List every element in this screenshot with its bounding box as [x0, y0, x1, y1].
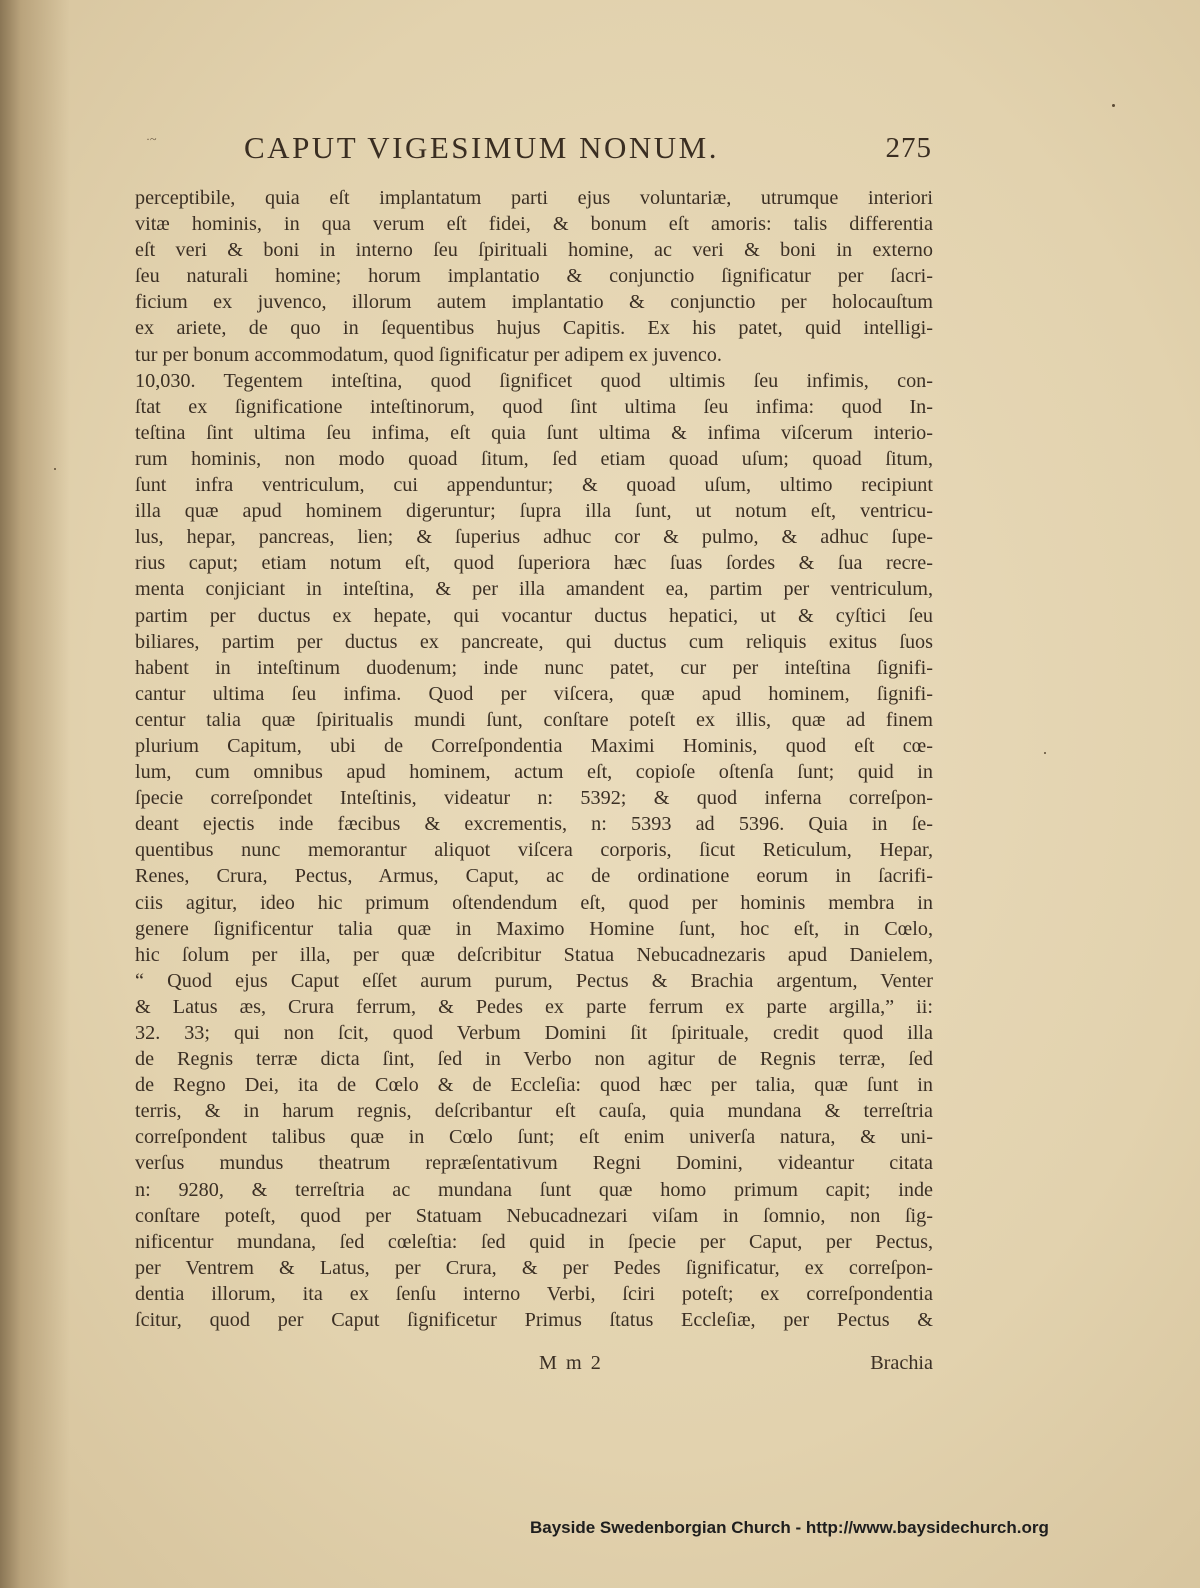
text-line: menta conjiciant in inteſtina, & per illa amandent ea, partim per ventriculum,: [135, 578, 933, 601]
running-header: [138, 126, 938, 176]
paper-speck: [1044, 752, 1046, 754]
paper-speck: [54, 468, 56, 470]
text-line: vitæ hominis, in qua verum eſt fidei, & bonum eſt amoris: talis differentia: [135, 213, 933, 236]
page-footer: [135, 1352, 933, 1380]
text-line: 32. 33; qui non ſcit, quod Verbum Domini ſit ſpirituale, credit quod illa: [135, 1022, 933, 1044]
text-line: nificentur mundana, ſed cœleſtia: ſed quid in ſpecie per Caput, per Pectus,: [135, 1230, 933, 1253]
text-line: rum hominis, non modo quoad ſitum, ſed etiam quoad uſum; quoad ſitum,: [135, 447, 933, 470]
text-line: Renes, Crura, Pectus, Armus, Caput, ac de ordinatione eorum in ſacrifi-: [135, 865, 933, 888]
text-line: partim per ductus ex hepate, qui vocantur ductus hepatici, ut & cyſtici ſeu: [135, 604, 933, 627]
text-line: de Regno Dei, ita de Cœlo & de Eccleſia: quod hæc per talia, quæ ſunt in: [135, 1074, 933, 1097]
text-line: deant ejectis inde fæcibus & excrementis, n: 5393 ad 5396. Quia in ſe-: [135, 813, 933, 836]
page-number: 275: [885, 132, 932, 164]
text-line: ciis agitur, ideo hic primum oſtendendum eſt, quod per hominis membra in: [135, 891, 933, 914]
text-line: terris, & in harum regnis, deſcribantur eſt cauſa, quia mundana & terreſtria: [135, 1100, 933, 1123]
text-line: lus, hepar, pancreas, lien; & ſuperius adhuc cor & pulmo, & adhuc ſupe-: [135, 526, 933, 549]
text-line: ſunt infra ventriculum, cui appenduntur; & quoad uſum, ultimo recipiunt: [135, 474, 933, 497]
text-line: eſt veri & boni in interno ſeu ſpirituali homine, ac veri & boni in externo: [135, 239, 933, 262]
text-line: ficium ex juvenco, illorum autem implantatio & conjunctio per holocauſtum: [135, 291, 933, 314]
text-line: de Regnis terræ dicta ſint, ſed in Verbo non agitur de Regnis terræ, ſed: [135, 1048, 933, 1071]
text-line: habent in inteſtinum duodenum; inde nunc patet, cur per inteſtina ſignifi-: [135, 656, 933, 679]
text-line: “ Quod ejus Caput eſſet aurum purum, Pectus & Brachia argentum, Venter: [135, 969, 933, 992]
text-line: ſtat ex ſignificatione inteſtinorum, quod ſint ultima ſeu infima: quod In-: [135, 395, 933, 418]
text-line: & Latus æs, Crura ferrum, & Pedes ex parte ferrum ex parte argilla,” ii:: [135, 995, 933, 1018]
text-line: genere ſignificentur talia quæ in Maximo Homine ſunt, hoc eſt, in Cœlo,: [135, 917, 933, 940]
page-title: CAPUT VIGESIMUM NONUM.: [244, 130, 719, 165]
text-line: biliares, partim per ductus ex pancreate, qui ductus cum reliquis exitus ſuos: [135, 630, 933, 653]
text-line: 10,030. Tegentem inteſtina, quod ſignificet quod ultimis ſeu infimis, con-: [135, 369, 933, 392]
text-line: quentibus nunc memorantur aliquot viſcera corporis, ſicut Reticulum, Hepar,: [135, 839, 933, 862]
text-line: conſtare poteſt, quod per Statuam Nebucadnezari viſam in ſomnio, non ſig-: [135, 1204, 933, 1227]
text-line: lum, cum omnibus apud hominem, actum eſt, copioſe oſtenſa ſunt; quid in: [135, 761, 933, 784]
text-line: cantur ultima ſeu infima. Quod per viſcera, quæ apud hominem, ſignifi-: [135, 682, 933, 705]
text-line: rius caput; etiam notum eſt, quod ſuperiora hæc ſuas ſordes & ſua recre-: [135, 552, 933, 575]
text-line: ſeu naturali homine; horum implantatio & conjunctio ſignificatur per ſacri-: [135, 265, 933, 288]
text-line: centur talia quæ ſpiritualis mundi ſunt, conſtare poteſt ex illis, quæ ad finem: [135, 708, 933, 731]
gutter-shadow: [0, 0, 70, 1588]
body-text: [135, 185, 933, 1333]
text-line: plurium Capitum, ubi de Correſpondentia Maximi Hominis, quod eſt cœ-: [135, 734, 933, 757]
text-line: per Ventrem & Latus, per Crura, & per Pedes ſignificatur, ex correſpon-: [135, 1256, 933, 1279]
text-line: perceptibile, quia eſt implantatum parti ejus voluntariæ, utrumque interiori: [135, 187, 933, 209]
text-line: teſtina ſint ultima ſeu infima, eſt quia ſunt ultima & infima viſcerum interio-: [135, 421, 933, 444]
text-line: dentia illorum, ita ex ſenſu interno Verbi, ſciri poteſt; ex correſpondentia: [135, 1282, 933, 1305]
site-watermark: Bayside Swedenborgian Church - http://www.baysidechurch.org: [530, 1518, 1049, 1537]
ink-mark: ·~: [146, 132, 157, 146]
text-line: tur per bonum accommodatum, quod ſignificatur per adipem ex juvenco.: [135, 343, 722, 366]
text-line: ſpecie correſpondet Inteſtinis, videatur n: 5392; & quod inferna correſpon-: [135, 787, 933, 810]
text-line: correſpondent talibus quæ in Cœlo ſunt; eſt enim univerſa natura, & uni-: [135, 1126, 933, 1149]
text-line: illa quæ apud hominem digeruntur; ſupra illa ſunt, ut notum eſt, ventricu-: [135, 500, 933, 523]
text-line: ex ariete, de quo in ſequentibus hujus Capitis. Ex his patet, quid intelligi-: [135, 317, 933, 340]
text-line: hic ſolum per illa, per quæ deſcribitur Statua Nebucadnezaris apud Danielem,: [135, 943, 933, 966]
paper-speck: [1112, 104, 1115, 107]
text-line: verſus mundus theatrum repræſentativum Regni Domini, videantur citata: [135, 1152, 933, 1175]
text-line: n: 9280, & terreſtria ac mundana ſunt quæ homo primum capit; inde: [135, 1178, 933, 1201]
signature-mark: M m 2: [539, 1352, 603, 1374]
text-line: ſcitur, quod per Caput ſignificetur Primus ſtatus Eccleſiæ, per Pectus &: [135, 1309, 933, 1332]
catchword: Brachia: [870, 1352, 933, 1374]
